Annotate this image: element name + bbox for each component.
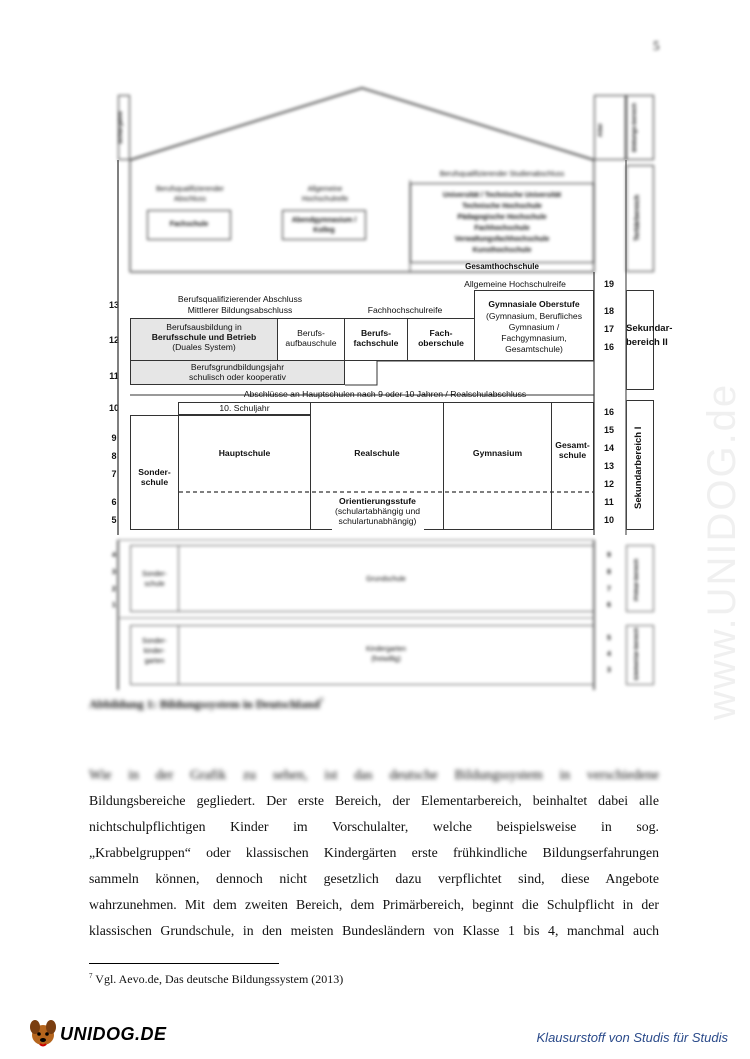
- berufsaufbauschule-l2: aufbauschule: [285, 338, 337, 348]
- gesamtschule-l1: Gesamt-: [555, 440, 590, 450]
- body-line-6: wahrzunehmen. Mit dem zweiten Bereich, dem Primärbereich, beginnt die Schulpflicht in der: [89, 897, 659, 912]
- logo-text: UNIDOG.DE: [60, 1024, 167, 1044]
- hochschulreife-top: Allgemeine Hochschulreife: [301, 186, 349, 203]
- left-year-6: 6: [111, 497, 117, 507]
- body-line-7: klassischen Grundschule, in den meisten Bundesländern von Klasse 1 bis 4, manchmal auch: [89, 923, 659, 938]
- left-year-2: 2: [112, 586, 116, 593]
- body-line-2: Bildungsbereiche gegliedert. Der erste Bereich, der Elementarbereich, beinhaltet dabei alle: [89, 793, 659, 808]
- right-age-18: 18: [603, 306, 614, 316]
- left-year-9: 9: [111, 433, 117, 443]
- watermark: www.UNIDOG.de: [700, 382, 744, 720]
- right-age-17: 17: [603, 324, 614, 334]
- body-line-5: sammeln können, dennoch nicht gesetzlich dazu verpflichtet sind, diese Angebote: [89, 871, 659, 886]
- right-age-13: 13: [603, 461, 614, 471]
- sonderschule-l1: Sonder-: [138, 467, 171, 477]
- figure-caption: [89, 697, 323, 712]
- berufsfachschule-l2: fachschule: [353, 338, 399, 348]
- gymnasiale-oberstufe-label: Gymnasiale Oberstufe: [488, 299, 580, 309]
- primar-sonderschule-l2: schule: [144, 581, 165, 588]
- right-age-3: 3: [607, 667, 611, 674]
- alter-label: Alter: [598, 123, 604, 137]
- schuljahr10-label: 10. Schuljahr: [219, 403, 270, 413]
- berufsausbildung-l1: Berufsausbildung in: [166, 322, 242, 332]
- gesamthochschule-label: Gesamthochschule: [465, 262, 539, 271]
- left-year-13: 13: [108, 300, 119, 310]
- left-year-1: 1: [112, 602, 116, 609]
- primar-sonderschule-l1: Sonder-: [142, 571, 167, 578]
- orientierungsstufe-l2: (schulartabhängig und: [334, 506, 421, 516]
- right-age-12: 12: [603, 479, 614, 489]
- right-age-4: 4: [607, 651, 611, 658]
- elementarbereich-label: Elementar-bereich: [634, 627, 640, 680]
- right-age-14: 14: [603, 443, 614, 453]
- footnote: [89, 972, 343, 987]
- orientierungsstufe-l1: Orientierungsstufe: [339, 496, 416, 506]
- hauptschule-label: Hauptschule: [218, 448, 271, 458]
- footnote-text: Vgl. Aevo.de, Das deutsche Bildungssystem (2013): [95, 972, 344, 986]
- fachschule-label: Fachschule: [169, 221, 209, 228]
- berufsgrundbildungsjahr-l1: Berufsgrundbildungsjahr: [190, 362, 285, 372]
- primarbereich-label: Primar-bereich: [634, 558, 640, 602]
- berufsqual-abschluss: Berufsqualifizierender Abschluss: [177, 294, 303, 304]
- footnote-number: 7: [89, 972, 93, 980]
- right-age-6: 6: [607, 602, 611, 609]
- berufsaufbauschule-l1: Berufs-: [297, 328, 325, 338]
- gymnasiale-oberstufe-sub: (Gymnasium, Berufliches Gymnasium / Fachgymnasium, Gesamtschule): [486, 311, 582, 354]
- berufsqual-abschluss-top: Berufsqualifizierender Abschluss: [156, 186, 224, 203]
- universitaet-list: Universität / Technische Universität Technische Hochschule Pädagogische Hochschule Fachhochschule Verwaltungsfachhochschule Kunsthochschule: [442, 192, 562, 254]
- right-age-8: 8: [607, 569, 611, 576]
- left-year-7: 7: [111, 469, 117, 479]
- schuljahre-label: Schul-jahre: [118, 111, 124, 144]
- berufsausbildung-l3: (Duales System): [172, 342, 236, 352]
- realschule-label: Realschule: [354, 448, 400, 458]
- body-line-1: Wie in der Grafik zu sehen, ist das deutsche Bildungssystem in verschiedene: [89, 767, 659, 782]
- right-age-16b: 16: [603, 407, 614, 417]
- fachoberschule-l1: Fach-: [429, 328, 453, 338]
- grundschule-label: Grundschule: [366, 576, 406, 583]
- right-age-10: 10: [603, 515, 614, 525]
- footer-tagline: Klausurstoff von Studis für Studis: [536, 1030, 728, 1045]
- sonderschule-l2: schule: [140, 477, 169, 487]
- page-number: 5: [653, 38, 660, 53]
- berufsfachschule-l1: Berufs-: [360, 328, 392, 338]
- right-age-11: 11: [604, 497, 614, 507]
- gymnasium-label: Gymnasium: [472, 448, 523, 458]
- sonderkindergarten-l3: garten: [144, 658, 165, 665]
- sekundar2-line2: bereich II: [626, 337, 668, 348]
- right-age-7: 7: [607, 586, 611, 593]
- footnote-rule: [89, 963, 279, 964]
- orientierungsstufe-l3: schulartunabhängig): [338, 516, 417, 526]
- fachoberschule-l2: oberschule: [418, 338, 464, 348]
- tertiaerbereich-label: Tertiärbereich: [634, 194, 641, 241]
- left-year-8: 8: [111, 451, 117, 461]
- right-age-9: 9: [607, 552, 611, 559]
- body-line-3: nichtschulpflichtigen Kinder im Vorschulalter, welche beispielsweise in sog.: [89, 819, 659, 834]
- studienabschluss-label: Berufsqualifizierender Studienabschluss: [439, 171, 565, 178]
- sonderkindergarten-l2: kinder-: [143, 648, 166, 655]
- left-year-10: 10: [108, 403, 119, 413]
- abschluesse-label: Abschlüsse an Hauptschulen nach 9 oder 10 Jahren / Realschulabschluss: [243, 389, 527, 399]
- sonderkindergarten-l1: Sonder-: [142, 638, 167, 645]
- left-year-4: 4: [112, 552, 116, 559]
- right-age-16a: 16: [603, 342, 614, 352]
- dog-icon: [26, 1017, 62, 1049]
- right-age-5: 5: [607, 635, 611, 642]
- left-year-3: 3: [112, 569, 116, 576]
- mittlerer-abschluss: Mittlerer Bildungsabschluss: [187, 305, 293, 315]
- berufsausbildung-l2: Berufsschule und Betrieb: [151, 332, 257, 342]
- berufsgrundbildungsjahr-l2: schulisch oder kooperativ: [189, 372, 286, 382]
- unidog-logo[interactable]: [26, 1017, 167, 1049]
- bildungsbereich-label: Bildungs-bereich: [632, 103, 638, 153]
- left-year-12: 12: [108, 335, 119, 345]
- right-age-19: 19: [603, 279, 614, 289]
- caption-text: Abbildung 1: Bildungssystem in Deutschland: [89, 697, 320, 711]
- kindergarten-l1: Kindergarten: [365, 646, 407, 653]
- sekundar1-label: Sekundarbereich I: [633, 426, 644, 509]
- kindergarten-l2: (freiwillig): [371, 656, 401, 663]
- abendgymnasium-label: Abendgymnasium / Kolleg: [291, 217, 357, 234]
- caption-footnote: 7: [319, 697, 324, 705]
- right-age-15: 15: [603, 425, 614, 435]
- fachhochschulreife: Fachhochschulreife: [367, 305, 443, 315]
- gesamtschule-l2: schule: [558, 450, 587, 460]
- left-year-11: 11: [109, 371, 119, 381]
- sekundar2-line1: Sekundar-: [626, 323, 673, 334]
- allgemeine-hochschulreife: Allgemeine Hochschulreife: [464, 279, 566, 289]
- left-year-5: 5: [111, 515, 117, 525]
- body-line-4: „Krabbelgruppen“ oder klassischen Kindergärten erste frühkindliche Bildungserfahrungen: [89, 845, 659, 860]
